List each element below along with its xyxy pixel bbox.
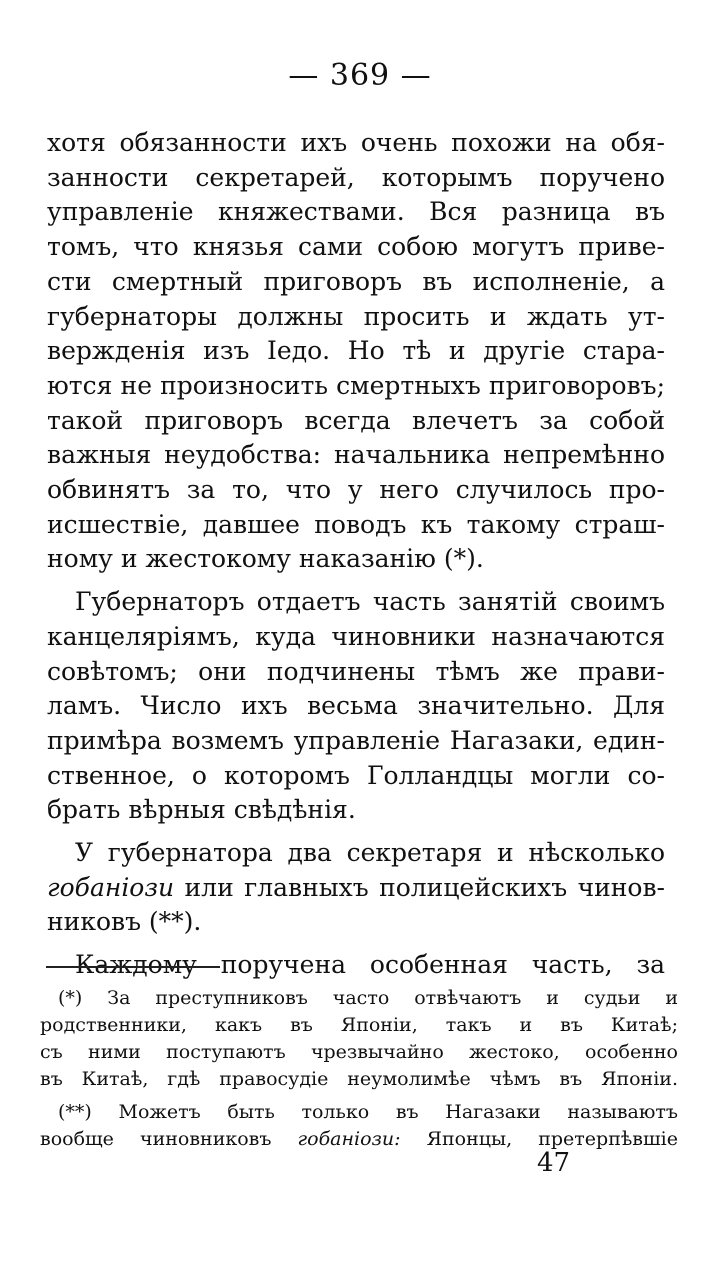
text-line: канцеляріямъ, куда чиновники назначаются (47, 621, 665, 651)
text-line: ственное, о которомъ Голландцы могли со- (47, 760, 665, 790)
footnote-line (40, 1066, 678, 1093)
text-line (47, 871, 665, 906)
text-line: ламъ. Число ихъ весьма значительно. Для (47, 691, 665, 721)
footnote-2 (40, 1099, 678, 1153)
text-line (47, 836, 665, 871)
text-line: примѣра возмемъ управленіе Нагазаки, един- (47, 725, 665, 755)
text-line: сти смертный приговоръ въ исполненіе, а (47, 266, 665, 296)
footnote-line (40, 1126, 678, 1153)
text-run: никовъ (**). (47, 907, 202, 937)
paragraph-1 (47, 126, 665, 577)
text-line: важныя неудобства: начальника непремѣнно (47, 440, 665, 470)
main-text (47, 126, 665, 983)
page-number: — 369 — (288, 58, 432, 93)
paragraph-3 (47, 836, 665, 940)
footnote-1 (40, 985, 678, 1093)
text-run: (*) За преступниковъ часто отвѣчаютъ и судьи и (58, 987, 678, 1009)
text-line: такой приговоръ всегда влечетъ за собой (47, 405, 665, 435)
italic-term: гобаніози (47, 872, 175, 902)
text-run: родственники, какъ въ Японіи, такъ и въ Китаѣ; (40, 1014, 678, 1036)
text-line: губернаторы должны просить и ждать ут- (47, 301, 665, 331)
text-line: Губернаторъ отдаетъ часть занятій своимъ (75, 587, 665, 617)
text-line: ному и жестокому наказанію (*). (47, 544, 484, 574)
text-line: ются не произносить смертныхъ приговоровъ; (47, 370, 665, 400)
text-run: (**) Можетъ быть только въ Нагазаки называютъ (58, 1101, 678, 1123)
text-line: хотя обязанности ихъ очень похожи на обя- (47, 128, 665, 157)
text-run: или главныхъ полицейскихъ чинов- (174, 872, 665, 902)
text-run: съ ними поступаютъ чрезвычайно жестоко, особенно (40, 1041, 678, 1063)
footnotes (40, 985, 678, 1153)
italic-term: гобаніози: (297, 1128, 401, 1150)
text-run: вообще чиновниковъ (40, 1128, 298, 1150)
text-line: брать вѣрныя свѣдѣнія. (47, 795, 356, 825)
signature-mark: 47 (537, 1148, 571, 1178)
text-line: обвинятъ за то, что у него случилось про- (47, 475, 665, 505)
paragraph-2 (47, 585, 665, 828)
text-line: Каждому поручена особенная часть, за (75, 950, 665, 980)
footnote-line (40, 985, 678, 1012)
text-line: занности секретарей, которымъ поручено (47, 162, 665, 192)
text-line: исшествіе, давшее поводъ къ такому страш- (47, 509, 665, 539)
text-run: У губернатора два секретаря и нѣсколько (75, 838, 665, 868)
text-line: управленіе княжествами. Вся разница въ (47, 197, 665, 227)
text-line: вержденія изъ Іедо. Но тѣ и другіе стара- (47, 336, 665, 366)
text-line: томъ, что князья сами собою могутъ приве- (47, 232, 665, 262)
footnote-line (40, 1099, 678, 1126)
footnote-line (40, 1039, 678, 1066)
text-line: совѣтомъ; они подчинены тѣмъ же прави- (47, 656, 665, 686)
footnote-line (40, 1012, 678, 1039)
footnote-divider (46, 966, 220, 968)
text-run: въ Китаѣ, гдѣ правосудіе неумолимѣе чѣмъ въ Японіи. (40, 1068, 678, 1090)
text-line (47, 905, 665, 940)
text-run: Японцы, претерпѣвшіе (400, 1128, 678, 1150)
